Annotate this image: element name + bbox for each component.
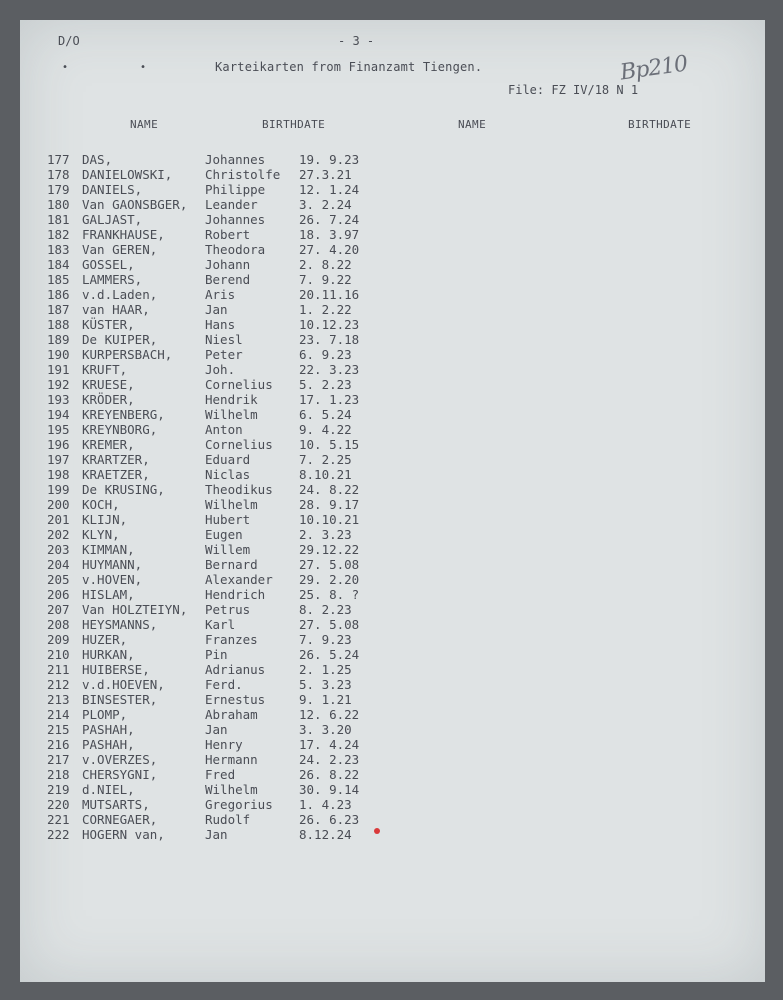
given-name: Leander [205, 197, 258, 212]
handwritten-annotation: Bp210 [618, 51, 689, 86]
birthdate: 6. 9.23 [299, 347, 352, 362]
given-name: Ernestus [205, 692, 266, 707]
record-number: 177 [47, 152, 70, 167]
surname: KOCH, [82, 497, 120, 512]
given-name: Hermann [205, 752, 258, 767]
birthdate: 23. 7.18 [299, 332, 360, 347]
given-name: Niesl [205, 332, 243, 347]
given-name: Cornelius [205, 437, 273, 452]
surname: MUTSARTS, [82, 797, 150, 812]
given-name: Fred [205, 767, 236, 782]
column-header-name-right: NAME [458, 118, 487, 131]
given-name: Hubert [205, 512, 251, 527]
given-name: Rudolf [205, 812, 251, 827]
surname: KRUESE, [82, 377, 135, 392]
given-name: Robert [205, 227, 251, 242]
surname: CHERSYGNI, [82, 767, 158, 782]
record-number: 181 [47, 212, 70, 227]
surname: v.OVERZES, [82, 752, 158, 767]
given-name: Cornelius [205, 377, 273, 392]
punch-mark: • [140, 62, 147, 73]
record-number: 190 [47, 347, 70, 362]
given-name: Berend [205, 272, 251, 287]
surname: GOSSEL, [82, 257, 135, 272]
given-name: Alexander [205, 572, 273, 587]
record-number: 183 [47, 242, 70, 257]
surname: v.d.HOEVEN, [82, 677, 165, 692]
record-number: 206 [47, 587, 70, 602]
record-number: 210 [47, 647, 70, 662]
birthdate: 10.10.21 [299, 512, 360, 527]
surname: PASHAH, [82, 737, 135, 752]
birthdate: 1. 2.22 [299, 302, 352, 317]
record-number: 185 [47, 272, 70, 287]
birthdate: 27. 4.20 [299, 242, 360, 257]
given-name: Aris [205, 287, 236, 302]
red-ink-mark [374, 828, 380, 834]
given-name: Jan [205, 827, 228, 842]
birthdate: 5. 2.23 [299, 377, 352, 392]
surname: PLOMP, [82, 707, 128, 722]
birthdate: 22. 3.23 [299, 362, 360, 377]
given-name: Johann [205, 257, 251, 272]
birthdate: 30. 9.14 [299, 782, 360, 797]
given-name: Henry [205, 737, 243, 752]
birthdate: 7. 9.23 [299, 632, 352, 647]
birthdate: 8.12.24 [299, 827, 352, 842]
given-name: Hendrik [205, 392, 258, 407]
record-number: 207 [47, 602, 70, 617]
surname: v.HOVEN, [82, 572, 143, 587]
surname: PASHAH, [82, 722, 135, 737]
surname: KLIJN, [82, 512, 128, 527]
birthdate: 3. 2.24 [299, 197, 352, 212]
surname: KURPERSBACH, [82, 347, 173, 362]
record-number: 218 [47, 767, 70, 782]
file-reference: File: FZ IV/18 N 1 [508, 83, 639, 97]
record-number: 215 [47, 722, 70, 737]
surname: KRUFT, [82, 362, 128, 377]
birthdate: 26. 6.23 [299, 812, 360, 827]
record-number: 211 [47, 662, 70, 677]
record-number: 197 [47, 452, 70, 467]
record-number: 179 [47, 182, 70, 197]
surname: v.d.Laden, [82, 287, 158, 302]
record-number: 219 [47, 782, 70, 797]
birthdate: 25. 8. ? [299, 587, 360, 602]
record-number: 213 [47, 692, 70, 707]
birthdate: 27.3.21 [299, 167, 352, 182]
record-number: 202 [47, 527, 70, 542]
birthdate: 12. 1.24 [299, 182, 360, 197]
given-name: Joh. [205, 362, 236, 377]
birthdate: 9. 1.21 [299, 692, 352, 707]
surname: DANIELOWSKI, [82, 167, 173, 182]
given-name: Pin [205, 647, 228, 662]
given-name: Christolfe [205, 167, 281, 182]
surname: De KUIPER, [82, 332, 158, 347]
record-number: 189 [47, 332, 70, 347]
record-number: 188 [47, 317, 70, 332]
record-number: 178 [47, 167, 70, 182]
surname: HUIBERSE, [82, 662, 150, 677]
given-name: Petrus [205, 602, 251, 617]
column-header-birthdate-left: BIRTHDATE [262, 118, 326, 131]
surname: DANIELS, [82, 182, 143, 197]
birthdate: 20.11.16 [299, 287, 360, 302]
given-name: Theodora [205, 242, 266, 257]
surname: Van HOLZTEIYN, [82, 602, 188, 617]
record-number: 196 [47, 437, 70, 452]
given-name: Jan [205, 722, 228, 737]
surname: KRAETZER, [82, 467, 150, 482]
reference-code: D/O [58, 34, 80, 48]
column-header-birthdate-right: BIRTHDATE [628, 118, 692, 131]
birthdate: 3. 3.20 [299, 722, 352, 737]
given-name: Abraham [205, 707, 258, 722]
birthdate: 29.12.22 [299, 542, 360, 557]
given-name: Johannes [205, 152, 266, 167]
record-number: 209 [47, 632, 70, 647]
record-number: 200 [47, 497, 70, 512]
record-number: 186 [47, 287, 70, 302]
record-number: 184 [47, 257, 70, 272]
surname: van HAAR, [82, 302, 150, 317]
birthdate: 27. 5.08 [299, 557, 360, 572]
record-number: 222 [47, 827, 70, 842]
surname: KREYNBORG, [82, 422, 158, 437]
record-number: 217 [47, 752, 70, 767]
given-name: Willem [205, 542, 251, 557]
surname: HISLAM, [82, 587, 135, 602]
record-number: 205 [47, 572, 70, 587]
given-name: Niclas [205, 467, 251, 482]
birthdate: 10. 5.15 [299, 437, 360, 452]
birthdate: 7. 2.25 [299, 452, 352, 467]
given-name: Eduard [205, 452, 251, 467]
surname: FRANKHAUSE, [82, 227, 165, 242]
surname: HURKAN, [82, 647, 135, 662]
birthdate: 26. 8.22 [299, 767, 360, 782]
birthdate: 8. 2.23 [299, 602, 352, 617]
record-number: 192 [47, 377, 70, 392]
given-name: Theodikus [205, 482, 273, 497]
column-header-name-left: NAME [130, 118, 159, 131]
surname: KREYENBERG, [82, 407, 165, 422]
record-number: 214 [47, 707, 70, 722]
punch-mark: • [62, 62, 69, 73]
record-number: 199 [47, 482, 70, 497]
given-name: Wilhelm [205, 782, 258, 797]
surname: CORNEGAER, [82, 812, 158, 827]
birthdate: 17. 1.23 [299, 392, 360, 407]
birthdate: 26. 7.24 [299, 212, 360, 227]
birthdate: 10.12.23 [299, 317, 360, 332]
birthdate: 9. 4.22 [299, 422, 352, 437]
page-title: Karteikarten from Finanzamt Tiengen. [215, 60, 483, 74]
record-number: 203 [47, 542, 70, 557]
given-name: Bernard [205, 557, 258, 572]
given-name: Jan [205, 302, 228, 317]
birthdate: 1. 4.23 [299, 797, 352, 812]
record-number: 212 [47, 677, 70, 692]
surname: GALJAST, [82, 212, 143, 227]
surname: KREMER, [82, 437, 135, 452]
birthdate: 18. 3.97 [299, 227, 360, 242]
birthdate: 26. 5.24 [299, 647, 360, 662]
given-name: Karl [205, 617, 236, 632]
document-page [20, 20, 765, 982]
surname: HUYMANN, [82, 557, 143, 572]
birthdate: 24. 8.22 [299, 482, 360, 497]
given-name: Philippe [205, 182, 266, 197]
record-number: 191 [47, 362, 70, 377]
record-number: 182 [47, 227, 70, 242]
record-number: 180 [47, 197, 70, 212]
surname: KÜSTER, [82, 317, 135, 332]
record-number: 193 [47, 392, 70, 407]
birthdate: 17. 4.24 [299, 737, 360, 752]
record-number: 195 [47, 422, 70, 437]
given-name: Anton [205, 422, 243, 437]
birthdate: 19. 9.23 [299, 152, 360, 167]
record-number: 201 [47, 512, 70, 527]
surname: LAMMERS, [82, 272, 143, 287]
surname: HOGERN van, [82, 827, 165, 842]
surname: KRARTZER, [82, 452, 150, 467]
record-number: 194 [47, 407, 70, 422]
page-number: - 3 - [338, 34, 375, 48]
birthdate: 2. 8.22 [299, 257, 352, 272]
given-name: Johannes [205, 212, 266, 227]
given-name: Hans [205, 317, 236, 332]
birthdate: 28. 9.17 [299, 497, 360, 512]
record-number: 220 [47, 797, 70, 812]
birthdate: 7. 9.22 [299, 272, 352, 287]
record-number: 208 [47, 617, 70, 632]
birthdate: 12. 6.22 [299, 707, 360, 722]
given-name: Adrianus [205, 662, 266, 677]
birthdate: 8.10.21 [299, 467, 352, 482]
surname: KRÖDER, [82, 392, 135, 407]
record-number: 187 [47, 302, 70, 317]
birthdate: 29. 2.20 [299, 572, 360, 587]
surname: HEYSMANNS, [82, 617, 158, 632]
record-number: 216 [47, 737, 70, 752]
surname: KIMMAN, [82, 542, 135, 557]
birthdate: 5. 3.23 [299, 677, 352, 692]
birthdate: 2. 1.25 [299, 662, 352, 677]
birthdate: 27. 5.08 [299, 617, 360, 632]
given-name: Franzes [205, 632, 258, 647]
birthdate: 2. 3.23 [299, 527, 352, 542]
surname: Van GAONSBGER, [82, 197, 188, 212]
birthdate: 6. 5.24 [299, 407, 352, 422]
record-number: 204 [47, 557, 70, 572]
given-name: Wilhelm [205, 407, 258, 422]
given-name: Gregorius [205, 797, 273, 812]
surname: HUZER, [82, 632, 128, 647]
birthdate: 24. 2.23 [299, 752, 360, 767]
surname: De KRUSING, [82, 482, 165, 497]
given-name: Wilhelm [205, 497, 258, 512]
surname: KLYN, [82, 527, 120, 542]
given-name: Ferd. [205, 677, 243, 692]
given-name: Hendrich [205, 587, 266, 602]
record-number: 221 [47, 812, 70, 827]
record-number: 198 [47, 467, 70, 482]
given-name: Peter [205, 347, 243, 362]
given-name: Eugen [205, 527, 243, 542]
surname: BINSESTER, [82, 692, 158, 707]
surname: Van GEREN, [82, 242, 158, 257]
surname: DAS, [82, 152, 113, 167]
surname: d.NIEL, [82, 782, 135, 797]
